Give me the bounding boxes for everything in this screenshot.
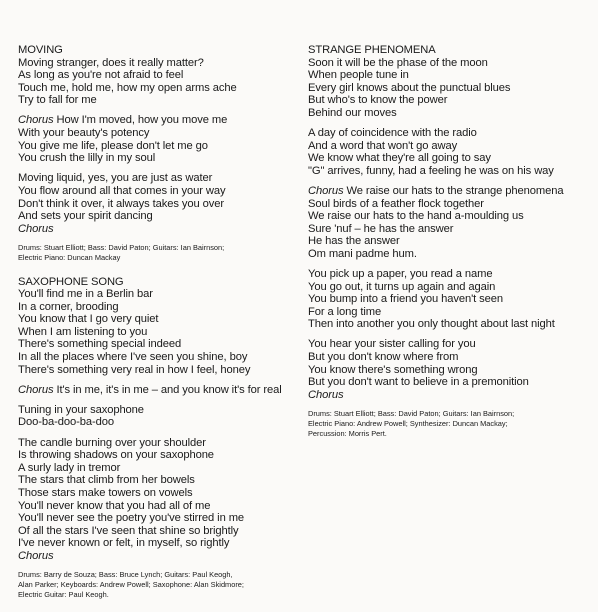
lyric-text: You pick up a paper, you read a name [308,268,493,280]
lyric-line [308,293,593,306]
lyric-text: We raise our hats to the hand a-moulding us [308,210,524,223]
lyric-text: Every girl knows about the punctual blues [308,81,511,94]
credit-line: Alan Parker; Keyboards: Andrew Powell; Saxophone: Alan Skidmore; [18,580,244,590]
lyric-stanza [18,437,308,563]
lyric-stanza [18,384,308,397]
lyric-text: With your beauty's potency [18,127,150,140]
lyric-line [18,172,308,185]
lyric-line [308,57,593,70]
lyric-text: Try to fall for me [18,94,97,107]
lyric-text: Of all the stars I've seen that shine so brightly [18,524,239,537]
song-title: STRANGE PHENOMENA [308,44,436,56]
lyric-line [308,210,593,223]
lyric-line [308,127,593,140]
lyric-text: You'll find me in a Berlin bar [18,288,153,301]
lyric-text: A surly lady in tremor [18,461,121,474]
credit-line: Percussion: Morris Pert. [308,428,387,438]
lyric-text: And sets your spirit dancing [18,210,153,223]
lyric-text: Moving stranger, does it really matter? [18,56,204,69]
lyric-line [18,326,308,339]
lyric-line [18,487,308,500]
lyric-stanza [308,268,593,331]
lyric-line [18,82,308,95]
lyric-line [18,512,308,525]
lyric-line [308,364,593,377]
credit-line: Electric Piano: Duncan Mackay [18,252,121,262]
lyric-line [18,127,308,140]
credit-line: Electric Piano: Andrew Powell; Synthesizer: Duncan Mackay; [308,419,508,429]
lyric-line [18,437,308,450]
credit-line: Electric Guitar: Paul Keogh. [18,589,109,599]
lyric-text: "G" arrives, funny, had a feeling he was on his way [308,164,554,177]
lyric-line [18,152,308,165]
lyric-text: You know that I go very quiet [18,313,159,326]
lyric-line [18,500,308,513]
lyric-line [308,198,593,211]
lyric-line [18,288,308,301]
lyric-line [18,140,308,153]
lyric-text: You hear your sister calling for you [308,338,476,351]
lyric-text: Moving liquid, yes, you are just as water [18,172,213,185]
lyric-text: We know what they're all going to say [308,152,491,165]
left-column [18,44,308,612]
lyric-line [18,313,308,326]
lyric-text: Soul birds of a feather flock together [308,197,484,210]
lyric-stanza [18,404,308,429]
lyric-text: You give me life, please don't let me go [18,139,208,152]
lyric-line [308,82,593,95]
lyric-line [18,301,308,314]
chorus-label: Chorus [18,114,54,127]
lyric-text: You go out, it turns up again and again [308,280,496,293]
musician-credits [18,243,308,262]
chorus-label: Chorus [308,388,344,401]
credit-line: Drums: Barry de Souza; Bass: Bruce Lynch; Guitars: Paul Keogh, [18,570,233,580]
credit-line: Drums: Stuart Elliott; Bass: David Paton; Guitars: Ian Bairnson; [308,409,515,419]
lyric-stanza [308,57,593,120]
right-column [308,44,593,451]
lyric-text: Om mani padme hum. [308,247,417,260]
lyric-line [18,114,308,127]
lyric-line [18,364,308,377]
lyric-stanza [18,172,308,235]
lyric-text: I've never known or felt, in myself, so rightly [18,537,230,550]
song-saxophone-song [18,276,308,600]
lyric-line [308,223,593,236]
lyric-line [308,318,593,331]
lyric-text: There's something very real in how I feel, honey [18,363,251,376]
lyric-line [308,69,593,82]
lyric-text: You'll never know that you had all of me [18,499,211,512]
lyric-text: In all the places where I've seen you shine, boy [18,351,248,364]
lyric-text: Is throwing shadows on your saxophone [18,449,214,462]
lyric-line [308,165,593,178]
lyric-text: We raise our hats to the strange phenomena [343,184,564,197]
lyric-text: A day of coincidence with the radio [308,127,477,140]
lyric-line [18,404,308,417]
song-moving [18,44,308,263]
lyric-text: In a corner, brooding [18,300,119,313]
lyric-text: How I'm moved, how you move me [53,114,228,127]
lyric-stanza [18,114,308,164]
chorus-label: Chorus [18,222,54,235]
lyric-line [308,152,593,165]
lyric-text: You flow around all that comes in your way [18,184,226,197]
lyric-line [18,223,308,236]
lyric-line [308,185,593,198]
lyric-line [18,384,308,397]
lyric-stanza [18,57,308,107]
lyric-line [18,57,308,70]
lyric-text: For a long time [308,305,382,318]
lyric-line [308,248,593,261]
lyric-text: You'll never see the poetry you've stirred in me [18,512,245,525]
lyric-text: You know there's something wrong [308,363,478,376]
lyric-text: But you don't know where from [308,351,459,364]
lyric-text: There's something special indeed [18,338,182,351]
lyric-text: Touch me, hold me, how my open arms ache [18,81,237,94]
lyric-text: The candle burning over your shoulder [18,436,206,449]
lyric-line [308,235,593,248]
lyric-text: But who's to know the power [308,94,448,107]
lyric-text: And a word that won't go away [308,139,458,152]
song-title: MOVING [18,44,63,56]
song-strange-phenomena [308,44,593,438]
chorus-label: Chorus [308,184,344,197]
lyric-text: Doo-ba-doo-ba-doo [18,416,114,429]
lyric-text: You bump into a friend you haven't seen [308,293,503,306]
chorus-label: Chorus [18,549,54,562]
lyric-line [18,338,308,351]
lyric-text: When I am listening to you [18,325,148,338]
lyric-line [308,351,593,364]
lyric-text: Behind our moves [308,106,397,119]
lyric-line [308,140,593,153]
lyric-line [18,351,308,364]
lyric-line [18,210,308,223]
lyric-text: You crush the lilly in my soul [18,152,156,165]
lyric-line [308,281,593,294]
lyric-text: The stars that climb from her bowels [18,474,195,487]
lyric-line [18,94,308,107]
credit-line: Drums: Stuart Elliott; Bass: David Paton; Guitars: Ian Bairnson; [18,243,225,253]
lyric-line [308,376,593,389]
lyric-line [308,338,593,351]
lyric-line [308,107,593,120]
lyric-text: As long as you're not afraid to feel [18,69,184,82]
lyric-stanza [308,338,593,401]
lyric-line [18,537,308,550]
lyric-line [18,449,308,462]
lyric-line [18,462,308,475]
lyric-line [18,69,308,82]
lyric-text: But you don't want to believe in a premonition [308,376,529,389]
lyric-line [308,268,593,281]
lyric-line [308,94,593,107]
lyric-line [18,550,308,563]
lyric-line [18,416,308,429]
lyric-line [18,525,308,538]
lyric-stanza [308,127,593,177]
lyric-text: Those stars make towers on vowels [18,486,193,499]
lyric-line [18,185,308,198]
lyric-stanza [308,185,593,261]
lyric-line [18,198,308,211]
lyric-text: Sure 'nuf – he has the answer [308,222,454,235]
lyric-text: Then into another you only thought about last night [308,318,555,331]
musician-credits [18,570,308,599]
lyric-line [308,306,593,319]
lyric-line [18,474,308,487]
musician-credits [308,409,593,438]
lyric-text: It's in me, it's in me – and you know it's for real [53,383,282,396]
lyric-stanza [18,288,308,376]
lyric-text: He has the answer [308,235,400,248]
lyric-text: Tuning in your saxophone [18,403,144,416]
chorus-label: Chorus [18,383,54,396]
lyric-text: Don't think it over, it always takes you over [18,197,224,210]
lyric-text: Soon it will be the phase of the moon [308,56,488,69]
lyric-line [308,389,593,402]
lyric-text: When people tune in [308,69,409,82]
song-title: SAXOPHONE SONG [18,275,124,288]
